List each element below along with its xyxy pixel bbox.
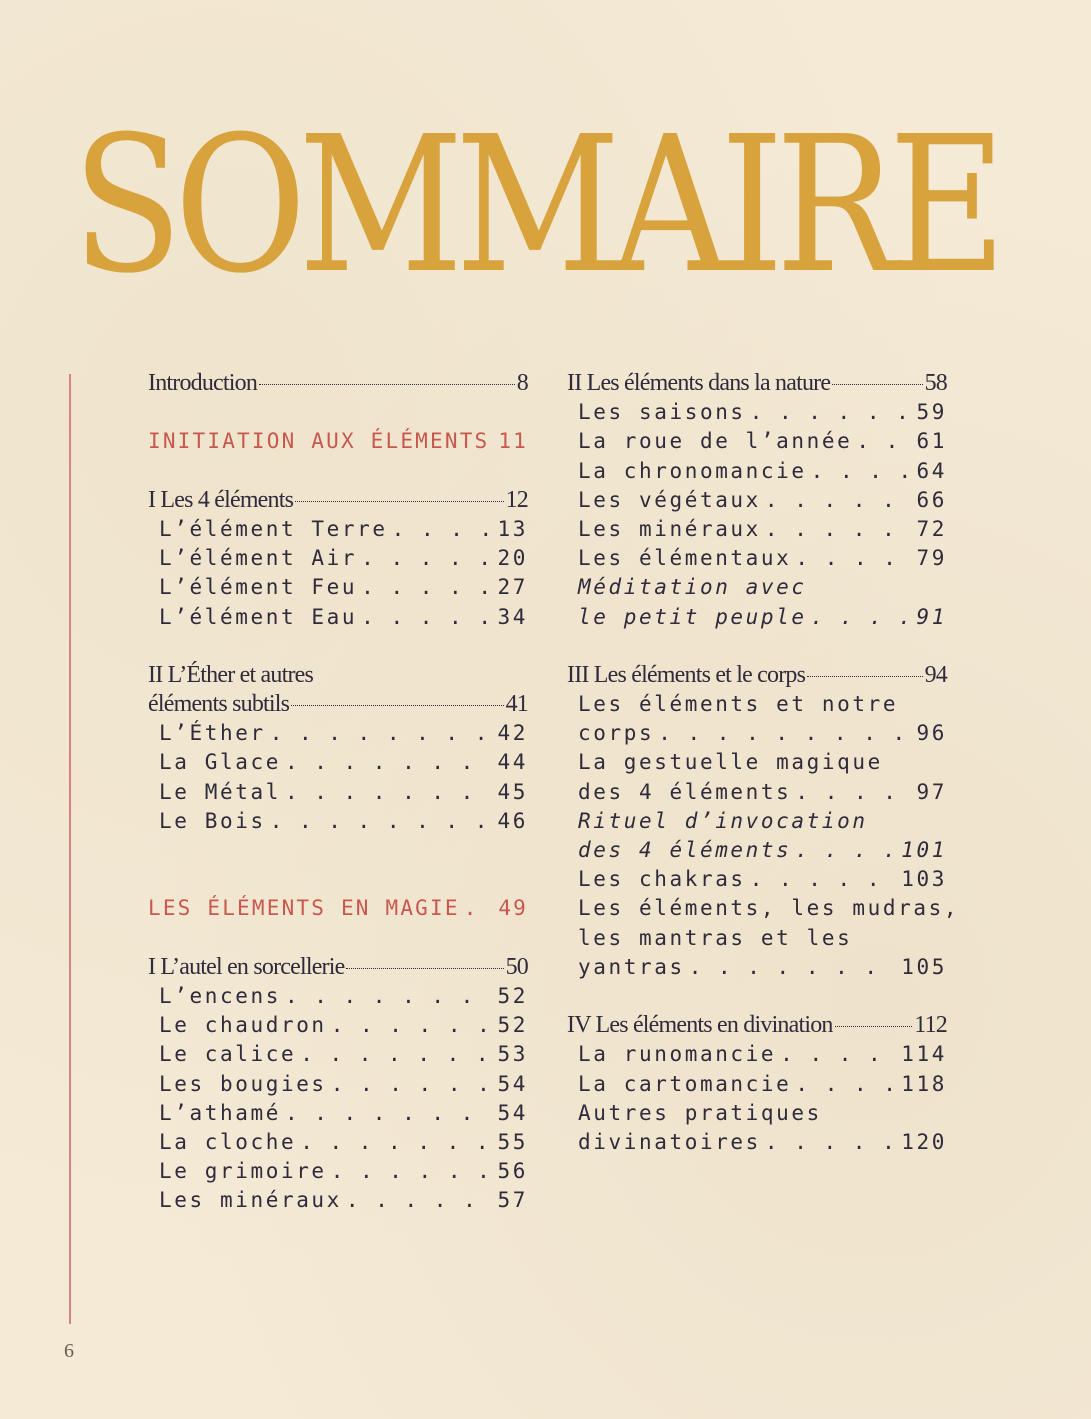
toc-leader-dots [464,894,495,923]
toc-entry [148,603,528,632]
toc-leader-dots [765,1128,897,1157]
toc-spacer [567,982,947,1011]
toc-entry [148,778,528,807]
toc-entry-title: les mantras et les [578,925,853,950]
toc-entry-title: L’athamé [159,1100,281,1125]
toc-page-number: 52 [497,983,528,1008]
toc-leader-dots [270,807,494,836]
toc-column-right [567,369,960,1157]
toc-entry-title: Le Métal [159,779,281,804]
toc-entry-title: Les végétaux [578,487,761,512]
toc-page-number: 118 [901,1071,947,1096]
toc-leader-dots [361,603,493,632]
toc-page-number: 96 [916,721,947,746]
toc-entry-title: Les éléments, les mudras, [578,896,960,921]
toc-page-number: 103 [901,867,947,892]
toc-entry-title: Le calice [159,1042,297,1067]
toc-page-number: 120 [901,1129,947,1154]
toc-leader-dots [765,486,913,515]
toc-leader-dots [795,544,912,573]
toc-leader-dots [285,748,494,777]
toc-page-number: 59 [916,400,947,425]
toc-entry [148,1099,528,1128]
toc-leader-dots [811,457,913,486]
toc-entry [567,1070,947,1099]
toc-entry [567,953,947,982]
toc-entry-title: Les élémentaux [578,546,792,571]
toc-entry [567,748,947,777]
toc-leader-dots [750,398,913,427]
toc-entry-title: Méditation avec [578,575,807,600]
toc-entry-title: INITIATION AUX ÉLÉMENTS [148,429,490,454]
toc-spacer [148,924,528,953]
toc-section-heading [148,894,528,923]
toc-leader-dots [285,778,494,807]
toc-leader-dots [795,836,897,865]
toc-entry-title: IV Les éléments en divination [567,1012,833,1039]
toc-entry-title: Les chakras [578,867,746,892]
toc-entry-title: Les bougies [159,1071,327,1096]
toc-entry-title: le petit peuple [578,604,807,629]
toc-page-number: 54 [497,1100,528,1125]
toc-entry [148,369,528,398]
toc-entry [567,924,947,953]
toc-entry [567,544,947,573]
toc-leader-dots [493,427,494,456]
toc-entry-title: Les minéraux [159,1188,342,1213]
toc-page-number: 54 [497,1071,528,1096]
toc-page-number: 114 [901,1042,947,1067]
toc-page-number: 79 [916,546,947,571]
toc-entry [148,807,528,836]
toc-page-number: 64 [916,458,947,483]
toc-entry [567,573,947,602]
toc-page-number: 57 [497,1188,528,1213]
toc-leader-dots [331,1070,494,1099]
toc-entry-title: Les minéraux [578,516,761,541]
toc-entry-title: La roue de l’année [578,429,853,454]
toc-page-number: 97 [916,779,947,804]
toc-leader-dots [856,427,912,456]
toc-page-number: 49 [498,896,528,921]
toc-page-number: 44 [497,750,528,775]
toc-entry [567,486,947,515]
toc-page-number: 27 [497,575,528,600]
toc-page-number: 34 [497,604,528,629]
toc-entry-title: I L’autel en sorcellerie [148,953,345,980]
toc-entry [148,1186,528,1215]
toc-page-number: 101 [901,838,947,862]
toc-entry [567,1040,947,1069]
toc-leader-dots [835,1026,913,1027]
toc-leader-dots [795,1070,897,1099]
toc-entry [567,369,947,398]
toc-entry [567,778,947,807]
toc-leader-dots [765,515,913,544]
toc-leader-dots [392,515,494,544]
toc-leader-dots [331,1011,494,1040]
toc-entry [148,544,528,573]
toc-entry-title: L’élément Air [159,546,358,571]
toc-entry [148,690,528,719]
toc-entry [148,982,528,1011]
toc-entry-title: La runomancie [578,1042,777,1067]
toc-entry-title: L’élément Eau [159,604,358,629]
toc-page-number: 20 [497,546,528,571]
toc-page-number: 55 [497,1129,528,1154]
toc-entry [148,486,528,515]
toc-entry-title: La cartomancie [578,1071,792,1096]
toc-leader-dots [658,719,912,748]
toc-entry [567,836,947,865]
toc-page-number: 66 [916,487,947,512]
toc-page-number: 91 [916,604,947,629]
toc-entry-title: III Les éléments et le corps [567,661,806,688]
toc-entry-title: La chronomancie [578,458,807,483]
toc-entry-title: Les éléments et notre [578,692,899,717]
toc-spacer [148,632,528,661]
toc-entry [148,1128,528,1157]
toc-leader-dots [295,501,503,502]
toc-entry [567,894,960,923]
toc-leader-dots [795,778,912,807]
toc-leader-dots [346,968,503,969]
toc-leader-dots [807,676,922,677]
toc-leader-dots [285,1099,494,1128]
margin-rule [69,374,71,1324]
toc-spacer [148,836,528,865]
toc-leader-dots [361,544,493,573]
toc-leader-dots [832,384,922,385]
page-number: 6 [64,1340,74,1362]
toc-entry [567,719,947,748]
toc-entry [567,1128,947,1157]
toc-page-number: 112 [914,1012,947,1039]
toc-entry-title: L’Éther [159,721,266,746]
toc-column-left [148,369,528,1215]
toc-entry [148,748,528,777]
toc-page-number: 11 [498,429,528,454]
toc-entry-title: La gestuelle magique [578,750,883,775]
toc-entry [567,427,947,456]
toc-leader-dots [259,384,515,385]
toc-entry [567,457,947,486]
toc-entry [567,661,947,690]
toc-entry-title: Le grimoire [159,1159,327,1184]
toc-leader-dots [780,1040,897,1069]
toc-entry-title: Le chaudron [159,1013,327,1038]
toc-section-heading [148,427,528,456]
toc-leader-dots [331,1157,494,1186]
toc-entry [148,953,528,982]
toc-spacer [567,632,947,661]
toc-entry [148,661,528,690]
toc-entry-title: L’encens [159,983,281,1008]
toc-leader-dots [346,1186,494,1215]
toc-page-number: 52 [497,1013,528,1038]
toc-entry-title: La Glace [159,750,281,775]
toc-entry [567,1099,947,1128]
toc-leader-dots [361,573,493,602]
toc-entry-title: I Les 4 éléments [148,486,294,513]
toc-entry-title: LES ÉLÉMENTS EN MAGIE [148,896,460,921]
toc-page-number: 13 [497,516,528,541]
toc-page-number: 61 [916,429,947,454]
toc-page-number: 46 [497,808,528,833]
toc-entry-title: corps [578,721,655,746]
toc-entry [567,515,947,544]
toc-page-number: 41 [505,691,528,718]
toc-spacer [148,865,528,894]
toc-leader-dots [689,953,898,982]
toc-page-number: 50 [505,953,528,980]
toc-leader-dots [811,603,913,632]
toc-page-number: 58 [924,370,947,396]
toc-entry [148,1157,528,1186]
toc-entry-title: éléments subtils [148,691,290,718]
toc-entry-title: L’élément Terre [159,516,388,541]
toc-entry-title: Rituel d’invocation [578,808,868,833]
toc-page-number: 42 [497,721,528,746]
toc-entry [567,398,947,427]
toc-entry-title: II L’Éther et autres [148,661,314,688]
page-title: SOMMAIRE [72,96,998,315]
toc-entry [148,719,528,748]
toc-entry-title: divinatoires [578,1129,761,1154]
toc-entry-title: II Les éléments dans la nature [567,370,831,396]
toc-entry-title: des 4 éléments [578,779,792,804]
toc-entry [148,1070,528,1099]
toc-entry [148,515,528,544]
toc-page-number: 72 [916,516,947,541]
toc-page-number: 53 [497,1042,528,1067]
toc-page-number: 94 [924,661,947,688]
toc-spacer [148,457,528,486]
toc-leader-dots [270,719,494,748]
toc-entry [567,603,947,632]
toc-leader-dots [300,1040,493,1069]
toc-entry-title: Le Bois [159,808,266,833]
toc-leader-dots [291,705,503,706]
toc-leader-dots [300,1128,493,1157]
toc-entry [148,573,528,602]
toc-entry [567,865,947,894]
toc-entry-title: Autres pratiques [578,1100,822,1125]
toc-entry-title: yantras [578,954,685,979]
toc-spacer [148,398,528,427]
toc-entry [148,1011,528,1040]
toc-page-number: 12 [505,486,528,513]
toc-leader-dots [750,865,898,894]
toc-entry-title: Introduction [148,370,258,396]
toc-page-number: 56 [497,1159,528,1184]
toc-entry [567,807,947,836]
toc-leader-dots [285,982,494,1011]
toc-entry-title: Les saisons [578,400,746,425]
toc-page-number: 105 [901,954,947,979]
toc-entry [567,690,947,719]
toc-page-number: 8 [516,370,528,396]
toc-entry [148,1040,528,1069]
toc-entry-title: des 4 éléments [578,838,792,862]
toc-entry-title: La cloche [159,1129,297,1154]
toc-entry-title: L’élément Feu [159,575,358,600]
toc-entry [567,1011,947,1040]
toc-page-number: 45 [497,779,528,804]
